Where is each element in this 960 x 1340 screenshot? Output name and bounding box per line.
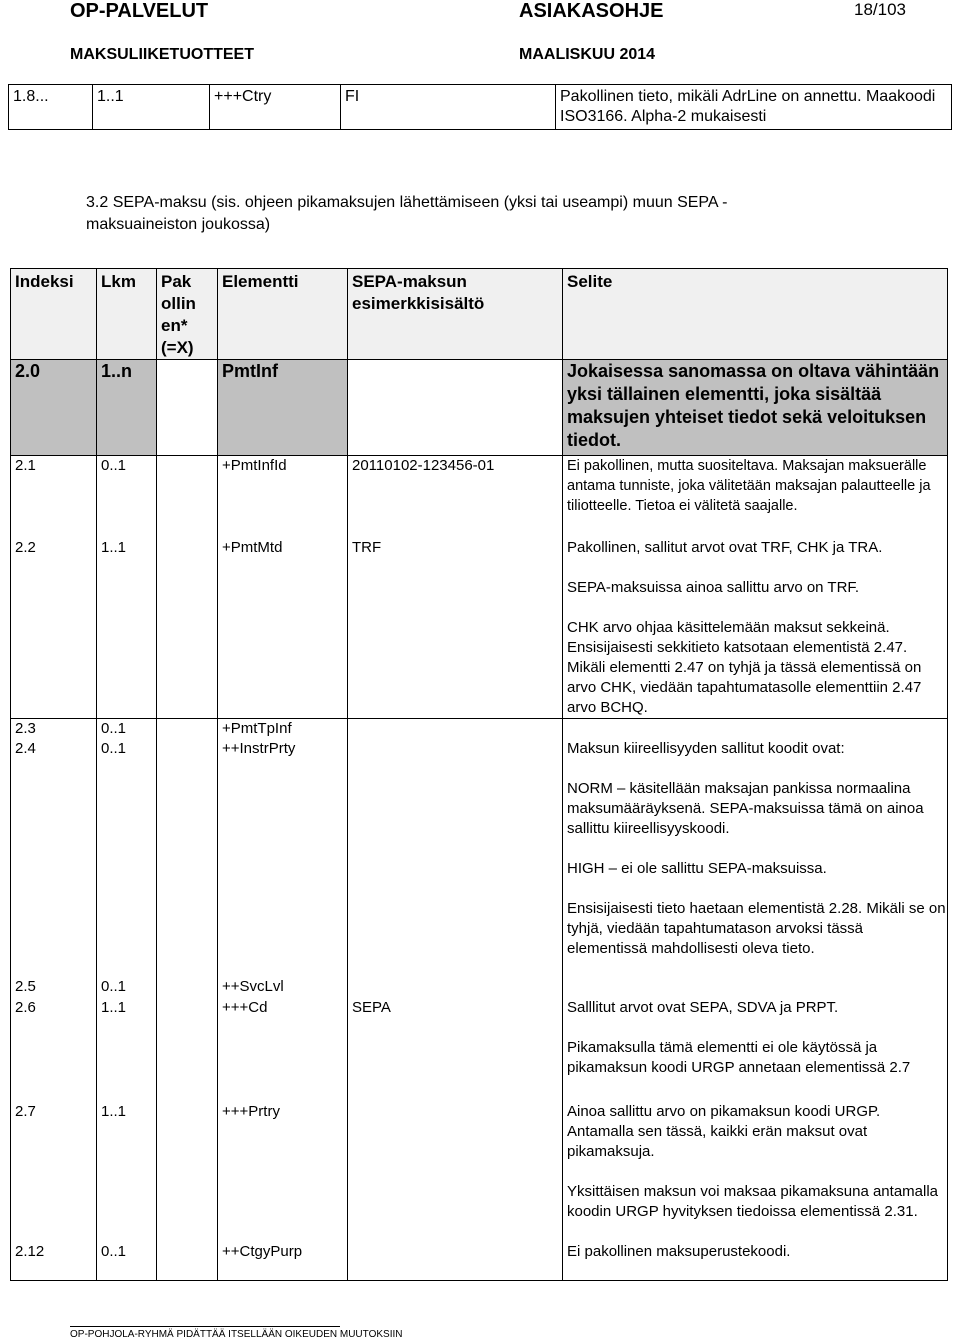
cell-value: TRF [348,538,563,719]
cell-index: 2.1 [11,456,97,538]
cell-index: 1.8... [9,85,93,130]
cell-lkm: 1..1 [93,85,210,130]
cell-lkm: 0..1 [97,456,157,538]
header-lkm: Lkm [97,269,157,360]
header-center-title: ASIAKASOHJE [519,0,664,22]
note-text: Salllitut arvot ovat SEPA, SDVA ja PRPT. [567,999,839,1016]
cell-value [348,360,563,456]
header-selite: Selite [563,269,948,360]
cell-description: Pakollinen tieto, mikäli AdrLine on annettu. Maakoodi ISO3166. Alpha-2 mukaisesti [556,85,952,130]
cell-element: ++CtgyPurp [218,1242,348,1280]
cell-lkm: 1..1 [97,998,157,1102]
cell-description [563,739,948,977]
cell-value: 20110102-123456-01 [348,456,563,538]
cell-index: 2.3 [11,718,97,739]
cell-element: +PmtTpInf [218,718,348,739]
section-heading-line-2: maksuaineiston joukossa) [86,216,271,233]
table-row [11,1242,948,1280]
cell-index: 2.0 [11,360,97,456]
note-text: Ainoa sallittu arvo on pikamaksun koodi URGP. Antamalla sen tässä, kaikki erän maksut ovat pikamaksuja. [567,1103,881,1160]
note-text: SEPA-maksuissa ainoa sallittu arvo on TRF. [567,578,860,596]
cell-description [563,1102,948,1242]
cell-lkm: 1..n [97,360,157,456]
cell-lkm: 0..1 [97,718,157,739]
cell-element: +++Cd [218,998,348,1102]
cell-value [348,1242,563,1280]
table-row [11,718,948,739]
cell-index: 2.12 [11,1242,97,1280]
cell-value [348,739,563,977]
table-row [11,1102,948,1242]
cell-description [563,538,948,719]
header-pakollinen: Pak ollin en* (=X) [157,269,218,360]
note-text: Pakollinen, sallitut arvot ovat TRF, CHK ja TRA. [567,538,883,556]
cell-lkm: 1..1 [97,538,157,719]
note-text: NORM – käsitellään maksajan pankissa normaalina maksumääräyksenä. SEPA-maksuissa tämä on ainoa sallittu kiireellisyyskoodi. [567,780,924,837]
header-center-subtitle: MAALISKUU 2014 [519,46,656,63]
table-row [11,739,948,977]
cell-element: ++SvcLvl [218,977,348,998]
section-heading [86,192,846,236]
cell-lkm: 0..1 [97,739,157,977]
cell-value [348,977,563,998]
cell-index: 2.5 [11,977,97,998]
header-sisalto: SEPA-maksun esimerkkisisältö [348,269,563,360]
cell-index: 2.6 [11,998,97,1102]
sepa-element-table [10,268,948,1281]
cell-lkm: 1..1 [97,1102,157,1242]
table-row [11,360,948,456]
cell-element: +PmtMtd [218,538,348,719]
note-text: CHK arvo ohjaa käsittelemään maksut sekkeinä. Ensisijaisesti sekkitieto katsotaan elementistä 2.47. Mikäli elementti 2.47 on tyhjä ja tässä elementissä on arvo CHK, viedään tapahtumatasolle elementtiin 2.47 arvo BCHQ. [567,618,922,716]
table-header-row [11,269,948,360]
cell-description: Ei pakollinen maksuperustekoodi. [563,1242,948,1280]
header-left-subtitle: MAKSULIIKETUOTTEET [70,46,254,63]
cell-value: FI [341,85,556,130]
cell-value [348,1102,563,1242]
cell-index: 2.4 [11,739,97,977]
cell-element: PmtInf [218,360,348,456]
cell-index: 2.2 [11,538,97,719]
cell-element: +++Prtry [218,1102,348,1242]
table-row [11,456,948,538]
note-text: Yksittäisen maksun voi maksaa pikamaksuna antamalla koodin URGP hyvityksen tiedoissa elementissä 2.31. [567,1183,939,1220]
header-left-title: OP-PALVELUT [70,0,209,22]
cell-description: Ei pakollinen, mutta suositeltava. Maksajan maksuerälle antama tunniste, joka välitetään maksajan palautteelle ja tiliotteelle. Tietoa ei välitetä saajalle. [563,456,948,538]
header-elementti: Elementti [218,269,348,360]
note-text: Maksun kiireellisyyden sallitut koodit ovat: [567,740,845,757]
cell-element: +++Ctry [210,85,341,130]
footer-text: OP-POHJOLA-RYHMÄ PIDÄTTÄÄ ITSELLÄÄN OIKEUDEN MUUTOKSIIN [70,1329,403,1340]
table-row [11,998,948,1102]
note-text: HIGH – ei ole sallittu SEPA-maksuissa. [567,860,827,877]
table-row [9,85,952,130]
section-heading-line-1: 3.2 SEPA-maksu (sis. ohjeen pikamaksujen lähettämiseen (yksi tai useampi) muun SEPA - [86,194,728,211]
footer-divider [70,1326,340,1327]
cell-description: Jokaisessa sanomassa on oltava vähintään yksi tällainen elementti, joka sisältää maksujen yhteiset tiedot sekä veloituksen tiedot. [563,360,948,456]
cell-lkm: 0..1 [97,1242,157,1280]
note-text: Ensisijaisesti tieto haetaan elementistä 2.28. Mikäli se on tyhjä, viedään tapahtumatason arvoksi tässä elementissä mahdollisesti oleva tieto. [567,900,946,957]
cell-value [348,718,563,739]
page-number: 18/103 [854,0,906,19]
table-row [11,538,948,719]
cell-element: +PmtInfId [218,456,348,538]
cell-description [563,998,948,1102]
cell-index: 2.7 [11,1102,97,1242]
note-text: Pikamaksulla tämä elementti ei ole käytössä ja pikamaksun koodi URGP annetaan elementissä 2.7 [567,1039,911,1076]
header-indeksi: Indeksi [11,269,97,360]
cell-element: ++InstrPrty [218,739,348,977]
continued-table [8,84,952,130]
table-row [11,977,948,998]
cell-lkm: 0..1 [97,977,157,998]
cell-value: SEPA [348,998,563,1102]
